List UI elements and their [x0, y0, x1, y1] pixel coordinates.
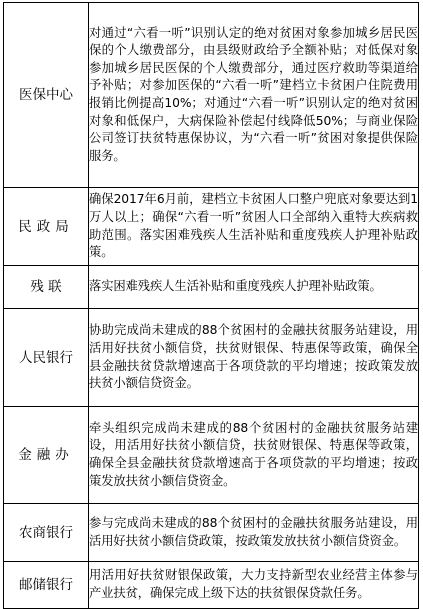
description-cell: 协助完成尚未建成的88个贫困村的金融扶贫服务站建设，用活用好扶贫小额信贷，扶贫财银保、特惠保等政策，确保全县金融扶贫贷款增速高于各项贷款的平均增速；按政策发放扶贫小额信贷资金。 [89, 309, 419, 407]
description-cell: 参与完成尚未建成的88个贫困村的金融扶贫服务站建设，用活用好扶贫小额信贷政策，按政策发放扶贫小额信贷资金。 [89, 504, 419, 562]
table-row [4, 3, 419, 188]
description-cell: 落实困难残疾人生活补贴和重度残疾人护理补贴政策。 [89, 266, 419, 309]
table-row [4, 309, 419, 407]
table-row [4, 188, 419, 266]
table-row [4, 504, 419, 562]
table-row [4, 266, 419, 309]
description-cell: 确保2017年6月前，建档立卡贫困人口整户兜底对象要达到1万人以上；确保“六看一听”贫困人口全部纳入重特大疾病救助范围。落实困难残疾人生活补贴和重度残疾人护理补贴政策。 [89, 188, 419, 266]
department-cell: 邮储银行 [4, 562, 89, 609]
department-cell: 医保中心 [4, 3, 89, 188]
policy-table [3, 2, 419, 609]
table-row [4, 562, 419, 609]
description-cell: 用活用好扶贫财银保政策，大力支持新型农业经营主体参与产业扶贫，确保完成上级下达的扶贫银保贷款任务。 [89, 562, 419, 609]
department-cell: 人民银行 [4, 309, 89, 407]
department-cell: 民政局 [4, 188, 89, 266]
department-cell: 金融办 [4, 407, 89, 504]
description-cell: 牵头组织完成尚未建成的88个贫困村的金融扶贫服务站建设，用活用好扶贫小额信贷，扶贫财银保、特惠保等政策，确保全县金融扶贫贷款增速高于各项贷款的平均增速；按政策发放扶贫小额信贷资金。 [89, 407, 419, 504]
table-row [4, 407, 419, 504]
department-cell: 农商银行 [4, 504, 89, 562]
description-cell: 对通过“六看一听”识别认定的绝对贫困对象参加城乡居民医保的个人缴费部分，由县级财政给予全额补贴；对低保对象参加城乡居民医保的个人缴费部分，通过医疗救助等渠道给予补贴；对参加医保的“六看一听”建档立卡贫困户住院费用报销比例提高10%；对通过“六看一听”识别认定的绝对贫困对象和低保户，大病保险补偿起付线降低50%；与商业保险公司签订扶贫特惠保协议，为“六看一听”贫困对象提供保险服务。 [89, 3, 419, 188]
department-cell: 残 联 [4, 266, 89, 309]
